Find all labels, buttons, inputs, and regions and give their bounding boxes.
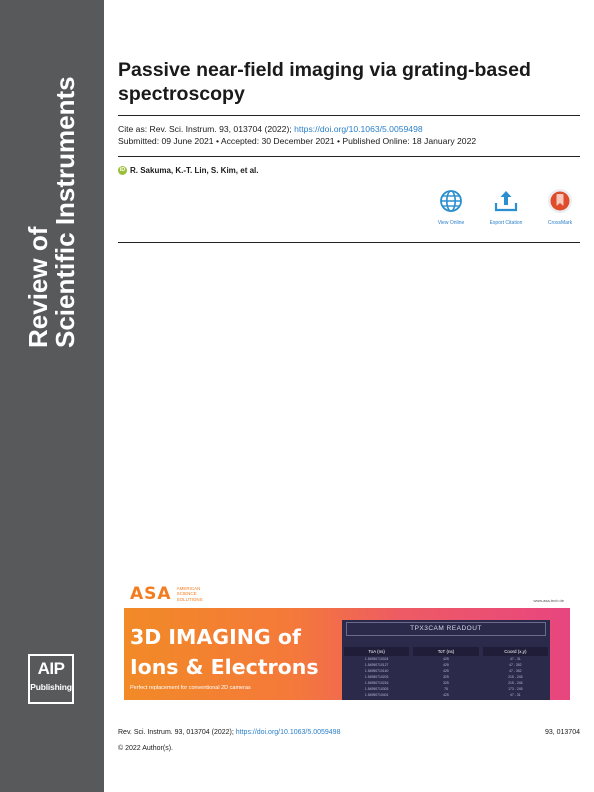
ad-table-cell: 1.54950710127 [364,663,389,667]
journal-title-line2: Scientific Instruments [50,76,80,348]
ad-table-cell: 1.54950710203 [364,675,389,679]
copyright-notice: © 2022 Author(s). [118,745,173,752]
ad-table-cell: 1.54950710216 [364,681,389,685]
ad-logo [130,584,221,604]
ad-table-cell: 1.54950710401 [364,693,389,697]
crossmark-label: CrossMark [547,220,573,226]
journal-title [0,0,104,400]
article-title: Passive near-field imaging via grating-based spectroscopy [118,59,531,105]
ad-tagline: Perfect replacement for conventional 2D cameras [130,685,251,691]
globe-icon [438,188,464,214]
authors-row [118,165,258,176]
ad-table-cell: 325 [443,675,449,679]
export-citation-label: Export Citation [489,220,523,226]
ad-table-cell: 47 - 352 [509,669,522,673]
divider [118,242,580,243]
crossmark-button[interactable] [532,188,588,226]
aip-publishing-logo[interactable] [28,654,74,704]
ad-table-cell: 215 - 245 [508,675,523,679]
ad-table-cell: 1.54950710140 [364,669,389,673]
footer-doi-link[interactable]: https://doi.org/10.1063/5.0059498 [235,729,341,736]
ad-table-cell: 425 [443,669,449,673]
citation-line [118,124,423,135]
ad-logo-subtext: AMERICAN SCIENCE SOLUTIONS [176,585,203,602]
ad-table-cell: 47 - 352 [509,663,522,667]
ad-table-cell: 425 [443,657,449,661]
page-footer [118,728,580,737]
doi-link[interactable]: https://doi.org/10.1063/5.0059498 [294,124,423,134]
publication-dates: Submitted: 09 June 2021 • Accepted: 30 December 2021 • Published Online: 18 January 2022 [118,136,477,146]
ad-table-header-cell: ToA (ns) [344,647,409,656]
ad-headline [130,622,319,682]
journal-sidebar [0,0,104,792]
authors-link[interactable]: R. Sakuma, K.-T. Lin, S. Kim, et al. [130,166,259,175]
ad-table-title: TPX3CAM READOUT [346,622,546,636]
footer-page-ref: 93, 013704 [544,729,580,736]
ad-headline-line2: Ions & Electrons [130,655,319,679]
ad-table-cell: 425 [443,693,449,697]
divider [118,156,580,157]
ad-readout-table [342,620,550,700]
ad-headline-line1: 3D IMAGING of [130,625,301,649]
ad-table-cell: 75 [444,687,448,691]
export-citation-button[interactable] [478,188,534,226]
ad-url: www.asa-tech.de [533,598,564,603]
ad-table-cell: 173 - 245 [508,687,523,691]
footer-citation: Rev. Sci. Instrum. 93, 013704 (2022); [118,729,236,736]
orcid-icon[interactable]: iD [119,167,126,173]
aip-logo-text: AIP [37,659,65,678]
ad-table-cell: 325 [443,681,449,685]
ad-table-header [342,647,550,656]
advertisement[interactable] [124,584,570,700]
ad-table-header-cell: Coord (x,y) [483,647,548,656]
ad-table-cell: 1.54950710303 [364,687,389,691]
journal-title-line1: Review of [23,226,53,348]
ad-table-header-cell: ToT (ns) [413,647,478,656]
ad-table-cell: 215 - 246 [508,681,523,685]
divider [118,115,580,116]
view-online-button[interactable] [423,188,479,226]
journal-title-graphic [0,0,104,400]
ad-table-cell: 425 [443,663,449,667]
ad-table-row [342,692,550,698]
ad-banner[interactable] [124,608,570,700]
view-online-label: View Online [437,220,465,226]
citation-text: Cite as: Rev. Sci. Instrum. 93, 013704 (2022); [118,124,295,134]
ad-table-cell: 47 - 31 [510,657,521,661]
aip-logo-subtext: Publishing [30,682,72,692]
ad-table-cell: 47 - 31 [510,693,521,697]
export-icon [493,188,519,214]
ad-table-cell: 1.54950710024 [364,657,389,661]
ad-logo-mark: ASA [130,584,172,604]
crossmark-icon [547,188,573,214]
